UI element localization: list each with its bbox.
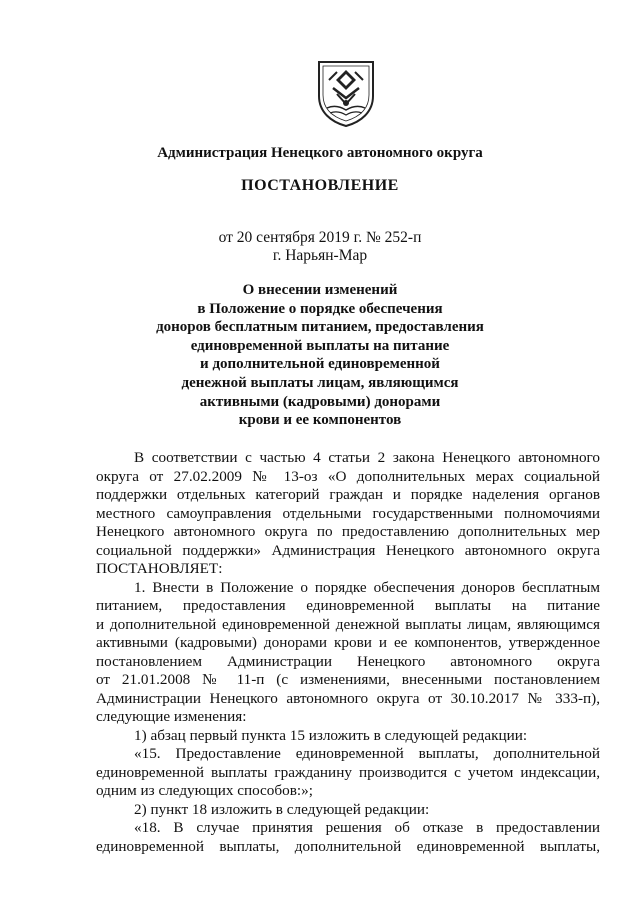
body-text-line: местного самоуправления отдельными государственными полномочиями — [96, 504, 600, 522]
document-type: ПОСТАНОВЛЕНИЕ — [241, 177, 399, 194]
body-text-line: следующие изменения: — [96, 708, 247, 725]
body-text-line: активными (кадровыми) донорами крови и ее компонентов, утвержденное — [96, 634, 600, 651]
body-text-line: 2) пункт 18 изложить в следующей редакции: — [134, 800, 430, 818]
title-line: в Положение о порядке обеспечения — [197, 300, 443, 317]
body-text-line: 1) абзац первый пункта 15 изложить в следующей редакции: — [134, 726, 528, 744]
organization-name: Администрация Ненецкого автономного округа — [157, 145, 483, 161]
body-text-line: округа от 27.02.2009 № 13-оз «О дополнительных мерах социальной — [96, 467, 600, 485]
title-line: единовременной выплаты на питание — [190, 337, 450, 354]
document-title — [0, 281, 640, 430]
body-text-line: питанием, предоставления единовременной выплаты на питание — [96, 597, 600, 614]
title-line: денежной выплаты лицам, являющимся — [181, 374, 459, 391]
title-line: доноров бесплатным питанием, предоставления — [156, 319, 484, 336]
body-text-line: от 21.01.2008 № 11-п (с изменениями, внесенными постановлением — [96, 671, 600, 688]
body-text-line: единовременной выплаты, дополнительной единовременной выплаты, — [96, 837, 600, 855]
document-body — [96, 449, 600, 856]
body-text-line: ПОСТАНОВЛЯЕТ: — [96, 560, 223, 577]
body-text-line: Ненецкого автономного округа по предоставлению дополнительных мер — [96, 523, 600, 540]
body-text-line: В соответствии с частью 4 статьи 2 закона Ненецкого автономного — [134, 449, 600, 466]
city-name: г. Нарьян-Мар — [272, 247, 368, 264]
date-and-number: от 20 сентября 2019 г. № 252-п — [218, 229, 422, 246]
title-line: О внесении изменений — [242, 282, 398, 298]
body-text-line: постановлением Администрации Ненецкого автономного округа — [96, 652, 600, 670]
body-text-line: и дополнительной единовременной денежной выплаты лицам, являющимся — [96, 615, 600, 633]
title-line: активными (кадровыми) донорами — [199, 393, 441, 410]
body-text-line: «15. Предоставление единовременной выплаты, дополнительной — [134, 745, 600, 762]
body-text-line: поддержки отдельных категорий граждан и порядке наделения органов — [96, 486, 600, 503]
coat-of-arms-emblem — [315, 58, 377, 128]
title-line: крови и ее компонентов — [238, 412, 402, 429]
body-text-line: Администрации Ненецкого автономного округа от 30.10.2017 № 333-п), — [96, 689, 600, 707]
body-text-line: 1. Внести в Положение о порядке обеспечения доноров бесплатным — [134, 578, 600, 596]
title-line: и дополнительной единовременной — [200, 356, 440, 373]
body-text-line: единовременной выплаты гражданину производится с учетом индексации, — [96, 763, 600, 781]
body-text-line: «18. В случае принятия решения об отказе в предоставлении — [134, 819, 600, 836]
body-text-line: социальной поддержки» Администрация Ненецкого автономного округа — [96, 541, 600, 559]
body-text-line: одним из следующих способов:»; — [96, 782, 313, 799]
